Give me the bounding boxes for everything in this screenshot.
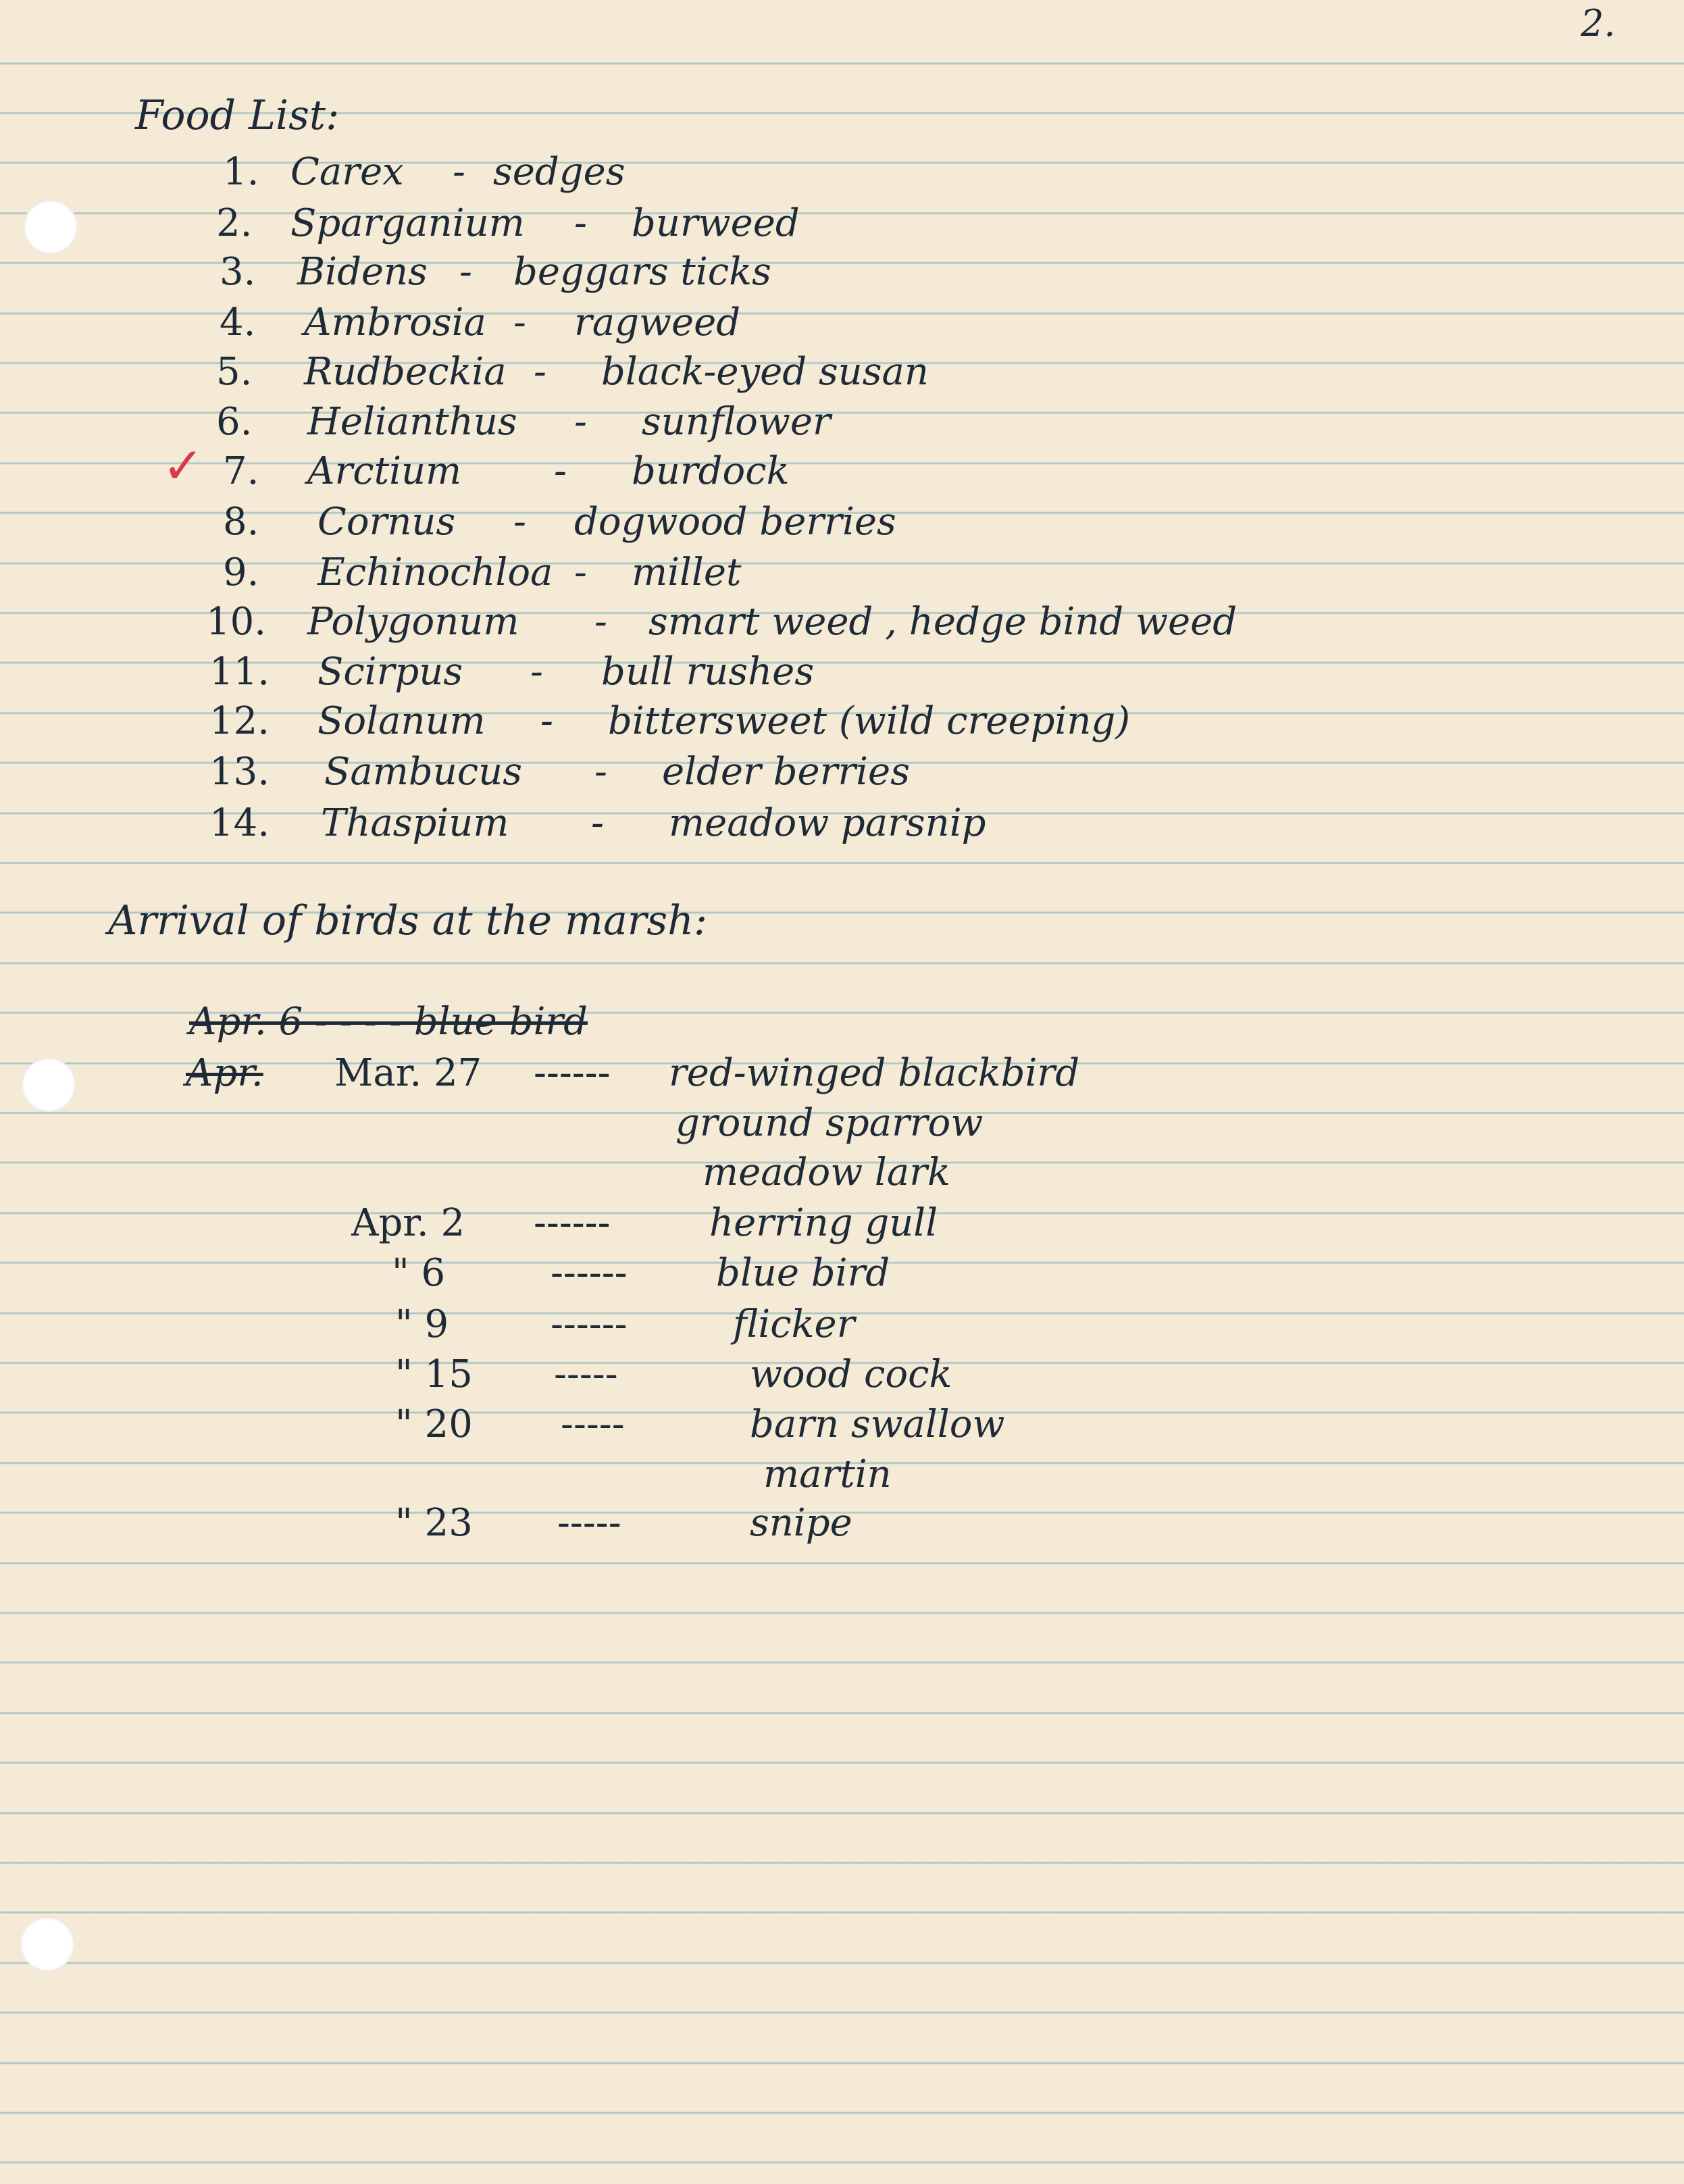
item-common-name: bull rushes xyxy=(601,650,815,694)
binder-hole-middle xyxy=(22,1058,76,1112)
item-separator: - xyxy=(534,350,546,394)
item-common-name: dogwood berries xyxy=(574,500,896,544)
arrival-bird: barn swallow xyxy=(750,1402,1005,1446)
page-number: 2. xyxy=(1581,2,1616,45)
item-separator: - xyxy=(591,801,604,845)
item-latin-name: Rudbeckia xyxy=(304,350,507,394)
arrivals-heading: Arrival of birds at the marsh: xyxy=(108,897,708,944)
arrival-bird: snipe xyxy=(750,1501,852,1545)
item-separator: - xyxy=(594,750,607,794)
item-number: 2. xyxy=(216,201,253,245)
item-separator: - xyxy=(459,250,472,294)
food-list-heading: Food List: xyxy=(135,92,340,139)
item-latin-name: Arctium xyxy=(307,449,462,493)
item-number: 7. xyxy=(223,449,259,493)
item-separator: - xyxy=(594,600,607,644)
arrival-date: " 6 xyxy=(392,1251,446,1295)
binder-hole-top xyxy=(24,200,78,254)
item-common-name: meadow parsnip xyxy=(669,801,986,845)
item-common-name: burdock xyxy=(632,449,790,493)
struck-out-entry: Apr. 6 - - - - blue bird xyxy=(189,1000,588,1044)
item-number: 13. xyxy=(209,750,270,794)
arrival-date: Apr. 2 xyxy=(351,1201,465,1245)
item-separator: - xyxy=(574,400,587,444)
item-separator: - xyxy=(540,699,553,743)
item-latin-name: Thaspium xyxy=(321,801,509,845)
item-latin-name: Echinochloa xyxy=(317,551,553,594)
arrival-date: " 23 xyxy=(395,1501,473,1545)
item-common-name: bittersweet (wild creeping) xyxy=(608,699,1131,743)
item-number: 12. xyxy=(209,699,270,743)
arrival-dashes: ----- xyxy=(557,1501,621,1545)
item-common-name: millet xyxy=(632,551,742,594)
item-latin-name: Solanum xyxy=(317,699,486,743)
arrival-date: " 9 xyxy=(395,1302,449,1346)
item-common-name: black-eyed susan xyxy=(601,350,929,394)
item-separator: - xyxy=(574,551,587,594)
arrival-dashes: ------ xyxy=(534,1201,611,1245)
arrival-dashes: ----- xyxy=(561,1402,625,1446)
arrival-bird: red-winged blackbird xyxy=(669,1051,1080,1095)
item-number: 3. xyxy=(220,250,256,294)
item-latin-name: Helianthus xyxy=(307,400,517,444)
item-number: 8. xyxy=(223,500,259,544)
item-common-name: sunflower xyxy=(642,400,831,444)
item-latin-name: Polygonum xyxy=(307,600,519,644)
item-separator: - xyxy=(554,449,567,493)
item-latin-name: Ambrosia xyxy=(304,301,486,345)
item-latin-name: Sparganium xyxy=(290,201,525,245)
item-common-name: ragweed xyxy=(574,301,741,345)
arrival-bird: herring gull xyxy=(709,1201,938,1245)
item-number: 4. xyxy=(220,301,256,345)
binder-hole-bottom xyxy=(20,1917,74,1971)
item-number: 1. xyxy=(223,150,259,194)
arrival-dashes: ------ xyxy=(534,1051,611,1095)
arrival-bird: blue bird xyxy=(716,1251,890,1295)
arrival-bird: martin xyxy=(763,1452,892,1496)
struck-out-prefix: Apr. xyxy=(186,1051,263,1095)
item-number: 14. xyxy=(209,801,270,845)
item-separator: - xyxy=(453,150,465,194)
arrival-bird: flicker xyxy=(733,1302,855,1346)
arrival-date: " 15 xyxy=(395,1352,473,1396)
item-separator: - xyxy=(513,301,526,345)
item-latin-name: Cornus xyxy=(317,500,456,544)
item-common-name: burweed xyxy=(632,201,800,245)
item-latin-name: Bidens xyxy=(297,250,428,294)
item-number: 5. xyxy=(216,350,253,394)
item-number: 9. xyxy=(223,551,259,594)
arrival-date: " 20 xyxy=(395,1402,473,1446)
arrival-dashes: ------ xyxy=(551,1251,628,1295)
arrival-dashes: ----- xyxy=(554,1352,618,1396)
item-common-name: sedges xyxy=(493,150,626,194)
arrival-date: Mar. 27 xyxy=(334,1051,482,1095)
item-number: 6. xyxy=(216,400,253,444)
item-latin-name: Sambucus xyxy=(324,750,522,794)
item-latin-name: Carex xyxy=(290,150,404,194)
item-common-name: beggars ticks xyxy=(513,250,771,294)
item-number: 11. xyxy=(209,650,270,694)
item-common-name: elder berries xyxy=(662,750,910,794)
item-number: 10. xyxy=(206,600,267,644)
arrival-bird: meadow lark xyxy=(703,1150,950,1194)
arrival-bird: ground sparrow xyxy=(675,1101,984,1145)
check-mark-icon: ✓ xyxy=(162,437,205,495)
item-separator: - xyxy=(530,650,543,694)
arrival-bird: wood cock xyxy=(750,1352,952,1396)
item-latin-name: Scirpus xyxy=(317,650,463,694)
arrival-dashes: ------ xyxy=(551,1302,628,1346)
item-separator: - xyxy=(574,201,587,245)
item-separator: - xyxy=(513,500,526,544)
item-common-name: smart weed , hedge bind weed xyxy=(648,600,1238,644)
